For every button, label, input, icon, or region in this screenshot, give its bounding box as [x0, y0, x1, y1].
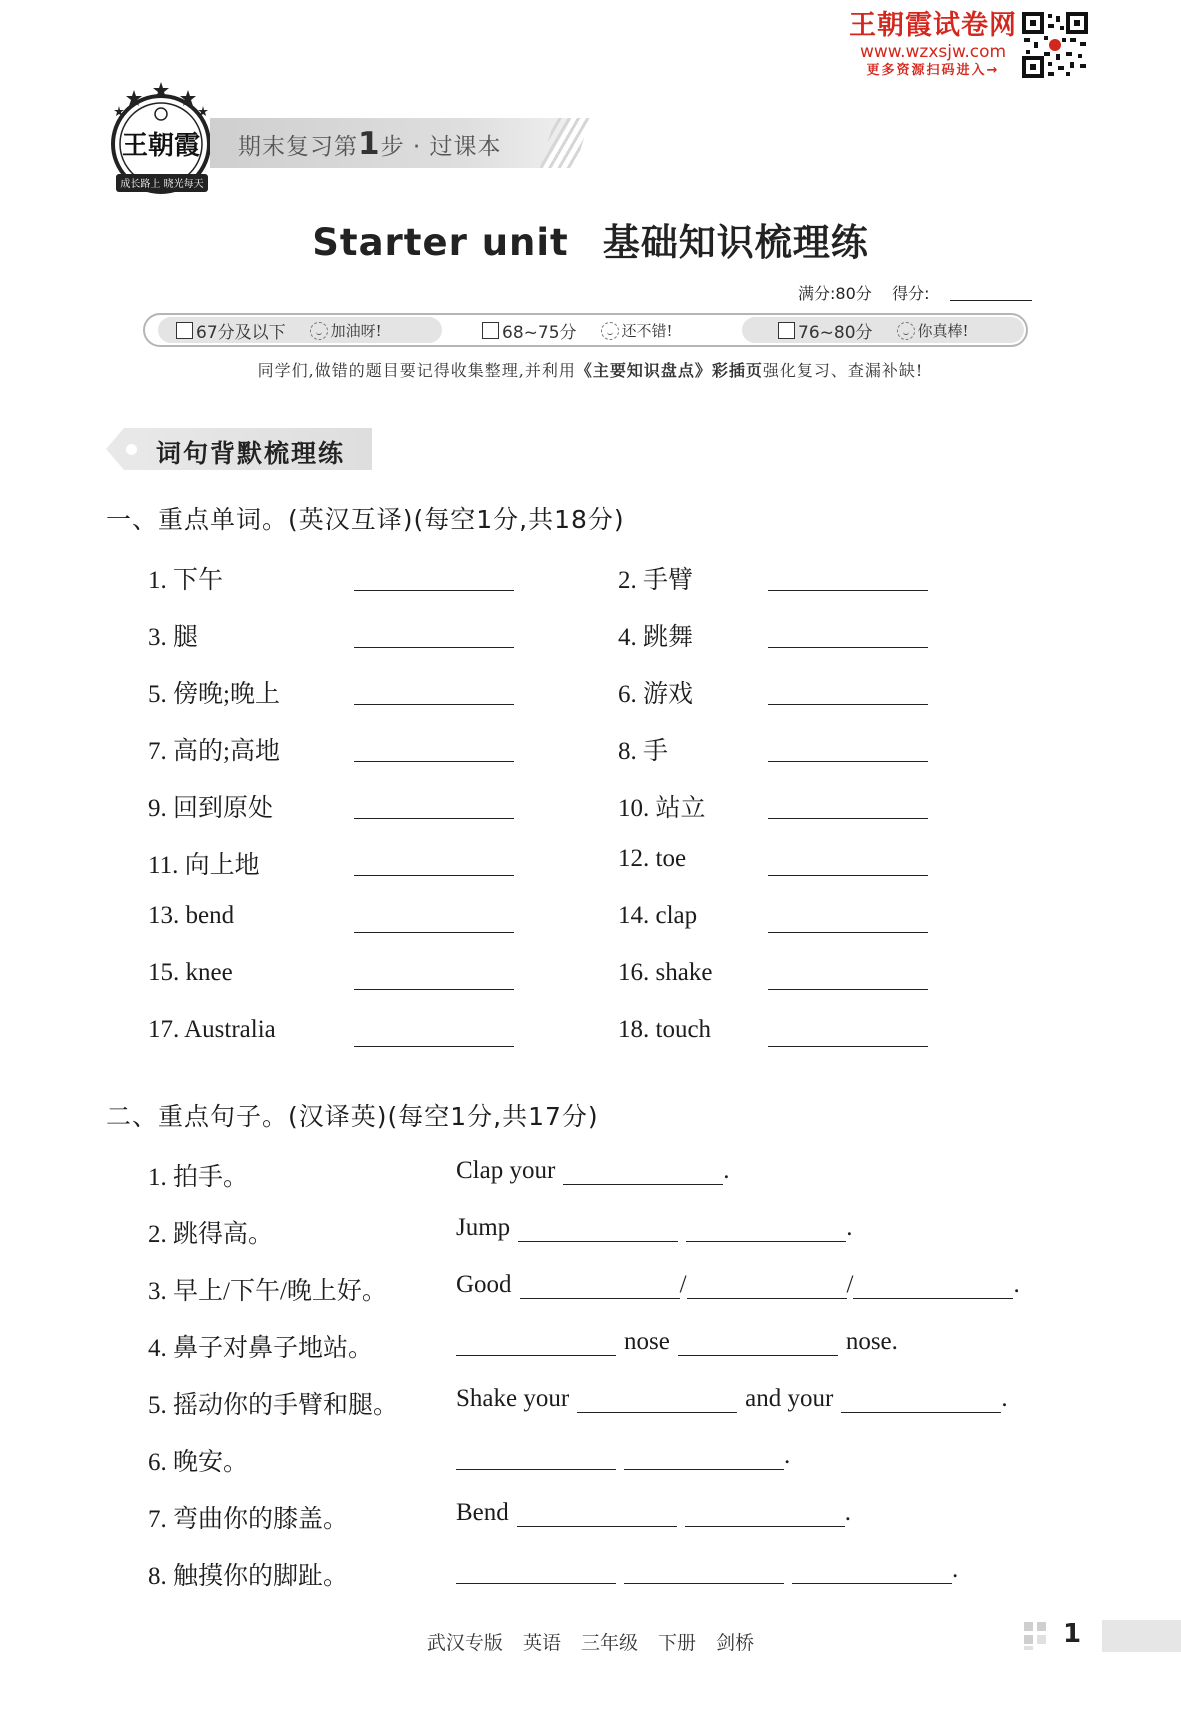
vocab-item: 10. 站立	[618, 795, 706, 822]
sentence-text: nose	[624, 1328, 670, 1355]
answer-blank[interactable]	[354, 704, 514, 705]
vocab-item: 1. 下午	[148, 567, 224, 594]
answer-blank[interactable]	[354, 989, 514, 990]
seal-ribbon: 成长路上 晓光每天	[120, 179, 204, 190]
answer-blank[interactable]	[520, 1272, 680, 1299]
vocab-item: 18. touch	[618, 1016, 712, 1043]
sentence-answer	[456, 1271, 1020, 1299]
answer-blank[interactable]	[456, 1557, 616, 1584]
smiley-icon	[310, 322, 328, 340]
checkbox-icon[interactable]	[778, 322, 795, 339]
brand-block	[848, 10, 1018, 80]
brand-url[interactable]: www.wzxsjw.com	[859, 42, 1007, 62]
sentence-text: .	[846, 1214, 853, 1241]
smiley-icon	[897, 322, 915, 340]
answer-blank[interactable]	[517, 1500, 677, 1527]
qr-code-icon[interactable]	[1022, 12, 1088, 78]
sentence-text: .	[952, 1556, 959, 1583]
vocab-item: 4. 跳舞	[618, 624, 694, 651]
answer-blank[interactable]	[792, 1557, 952, 1584]
brand-name: 王朝霞试卷网	[849, 10, 1017, 41]
sentence-text: /	[846, 1271, 854, 1298]
vocab-item: 9. 回到原处	[148, 795, 274, 822]
answer-blank[interactable]	[354, 818, 514, 819]
vocab-item: 5. 傍晚;晚上	[148, 681, 280, 708]
answer-blank[interactable]	[354, 590, 514, 591]
banner-title: 期末复习第1步 · 过课本	[238, 126, 502, 162]
answer-blank[interactable]	[768, 704, 928, 705]
rating-option-1[interactable]: 67分及以下 加油呀!	[176, 318, 382, 343]
rating-option-2[interactable]: 68~75分 还不错!	[482, 318, 673, 343]
sentence-prompt: 6. 晚安。	[148, 1449, 249, 1476]
vocab-item: 3. 腿	[148, 624, 199, 651]
answer-blank[interactable]	[685, 1500, 845, 1527]
title-en: Starter unit	[312, 221, 569, 264]
sentence-answer	[456, 1157, 730, 1185]
sentence-text: Good	[456, 1271, 512, 1298]
vocab-item: 17. Australia	[148, 1016, 276, 1043]
sentence-prompt: 1. 拍手。	[148, 1164, 249, 1191]
instruction-note: 同学们,做错的题目要记得收集整理,并利用《主要知识盘点》彩插页强化复习、查漏补缺!	[257, 361, 924, 380]
answer-blank[interactable]	[853, 1272, 1013, 1299]
vocab-item: 6. 游戏	[618, 681, 694, 708]
page-corner-icon	[1024, 1622, 1054, 1650]
answer-blank[interactable]	[354, 647, 514, 648]
tag-dot-icon	[126, 444, 137, 455]
sentence-text: .	[1001, 1385, 1008, 1412]
vocab-item: 8. 手	[618, 738, 669, 765]
vocab-item: 11. 向上地	[148, 852, 260, 879]
answer-blank[interactable]	[456, 1329, 616, 1356]
answer-blank[interactable]	[354, 875, 514, 876]
sentence-answer	[456, 1328, 898, 1356]
checkbox-icon[interactable]	[176, 322, 193, 339]
sentence-text: nose.	[845, 1328, 898, 1355]
sentence-prompt: 7. 弯曲你的膝盖。	[148, 1506, 349, 1533]
answer-blank[interactable]	[768, 647, 928, 648]
sentence-prompt: 3. 早上/下午/晚上好。	[148, 1278, 387, 1305]
sentence-text: Bend	[456, 1499, 509, 1526]
sentence-text: .	[1013, 1271, 1020, 1298]
score-label: 得分:	[892, 284, 930, 303]
sentence-prompt: 5. 摇动你的手臂和腿。	[148, 1392, 399, 1419]
part2-heading: 二、重点句子。(汉译英)(每空1分,共17分)	[106, 1102, 599, 1131]
sentence-text: Jump	[456, 1214, 511, 1241]
sentence-text: and your	[745, 1385, 834, 1412]
vocab-item: 2. 手臂	[618, 567, 694, 594]
vocab-item: 16. shake	[618, 959, 713, 986]
vocab-item: 12. toe	[618, 845, 687, 872]
score-blank[interactable]	[950, 300, 1032, 301]
answer-blank[interactable]	[768, 875, 928, 876]
smiley-icon	[601, 322, 619, 340]
vocab-item: 7. 高的;高地	[148, 738, 280, 765]
seal-name: 王朝霞	[121, 131, 201, 161]
answer-blank[interactable]	[686, 1215, 846, 1242]
section-tag-label: 词句背默梳理练	[156, 439, 346, 468]
score-line	[798, 281, 930, 304]
part1-heading: 一、重点单词。(英汉互译)(每空1分,共18分)	[106, 505, 625, 534]
answer-blank[interactable]	[624, 1443, 784, 1470]
vocab-item: 13. bend	[148, 902, 235, 929]
rating-option-3[interactable]: 76~80分 你真棒!	[778, 318, 969, 343]
sentence-text: Shake your	[456, 1385, 570, 1412]
sentence-answer	[456, 1442, 790, 1470]
vocab-item: 14. clap	[618, 902, 698, 929]
answer-blank[interactable]	[577, 1386, 737, 1413]
answer-blank[interactable]	[563, 1158, 723, 1185]
sentence-prompt: 8. 触摸你的脚趾。	[148, 1563, 349, 1590]
sentence-prompt: 4. 鼻子对鼻子地站。	[148, 1335, 374, 1362]
sentence-text: .	[844, 1499, 852, 1526]
sentence-answer	[456, 1499, 851, 1527]
answer-blank[interactable]	[518, 1215, 678, 1242]
answer-blank[interactable]	[624, 1557, 784, 1584]
checkbox-icon[interactable]	[482, 322, 499, 339]
answer-blank[interactable]	[768, 932, 928, 933]
footer-edition: 武汉专版 英语 三年级 下册 剑桥	[426, 1632, 755, 1654]
answer-blank[interactable]	[768, 818, 928, 819]
answer-blank[interactable]	[354, 1046, 514, 1047]
page-number: 1	[1063, 1619, 1082, 1649]
title-cn: 基础知识梳理练	[602, 221, 869, 264]
sentence-text: Clap your	[456, 1157, 556, 1184]
full-score: 满分:80分	[798, 284, 872, 303]
brand-tip: 更多资源扫码进入→	[866, 63, 1000, 78]
sentence-answer	[456, 1214, 852, 1242]
sentence-answer	[456, 1385, 1008, 1413]
answer-blank[interactable]	[456, 1443, 616, 1470]
publisher-seal-logo	[104, 80, 219, 200]
sentence-text: /	[679, 1271, 687, 1298]
answer-blank[interactable]	[841, 1386, 1001, 1413]
answer-blank[interactable]	[678, 1329, 838, 1356]
answer-blank[interactable]	[354, 761, 514, 762]
answer-blank[interactable]	[354, 932, 514, 933]
answer-blank[interactable]	[687, 1272, 847, 1299]
answer-blank[interactable]	[768, 989, 928, 990]
answer-blank[interactable]	[768, 590, 928, 591]
sentence-text: .	[723, 1157, 730, 1184]
page-title	[0, 212, 1181, 266]
answer-blank[interactable]	[768, 1046, 928, 1047]
page-bar	[1102, 1620, 1181, 1652]
sentence-prompt: 2. 跳得高。	[148, 1221, 274, 1248]
vocab-item: 15. knee	[148, 959, 233, 986]
sentence-answer	[456, 1556, 958, 1584]
answer-blank[interactable]	[768, 761, 928, 762]
sentence-text: .	[784, 1442, 791, 1469]
